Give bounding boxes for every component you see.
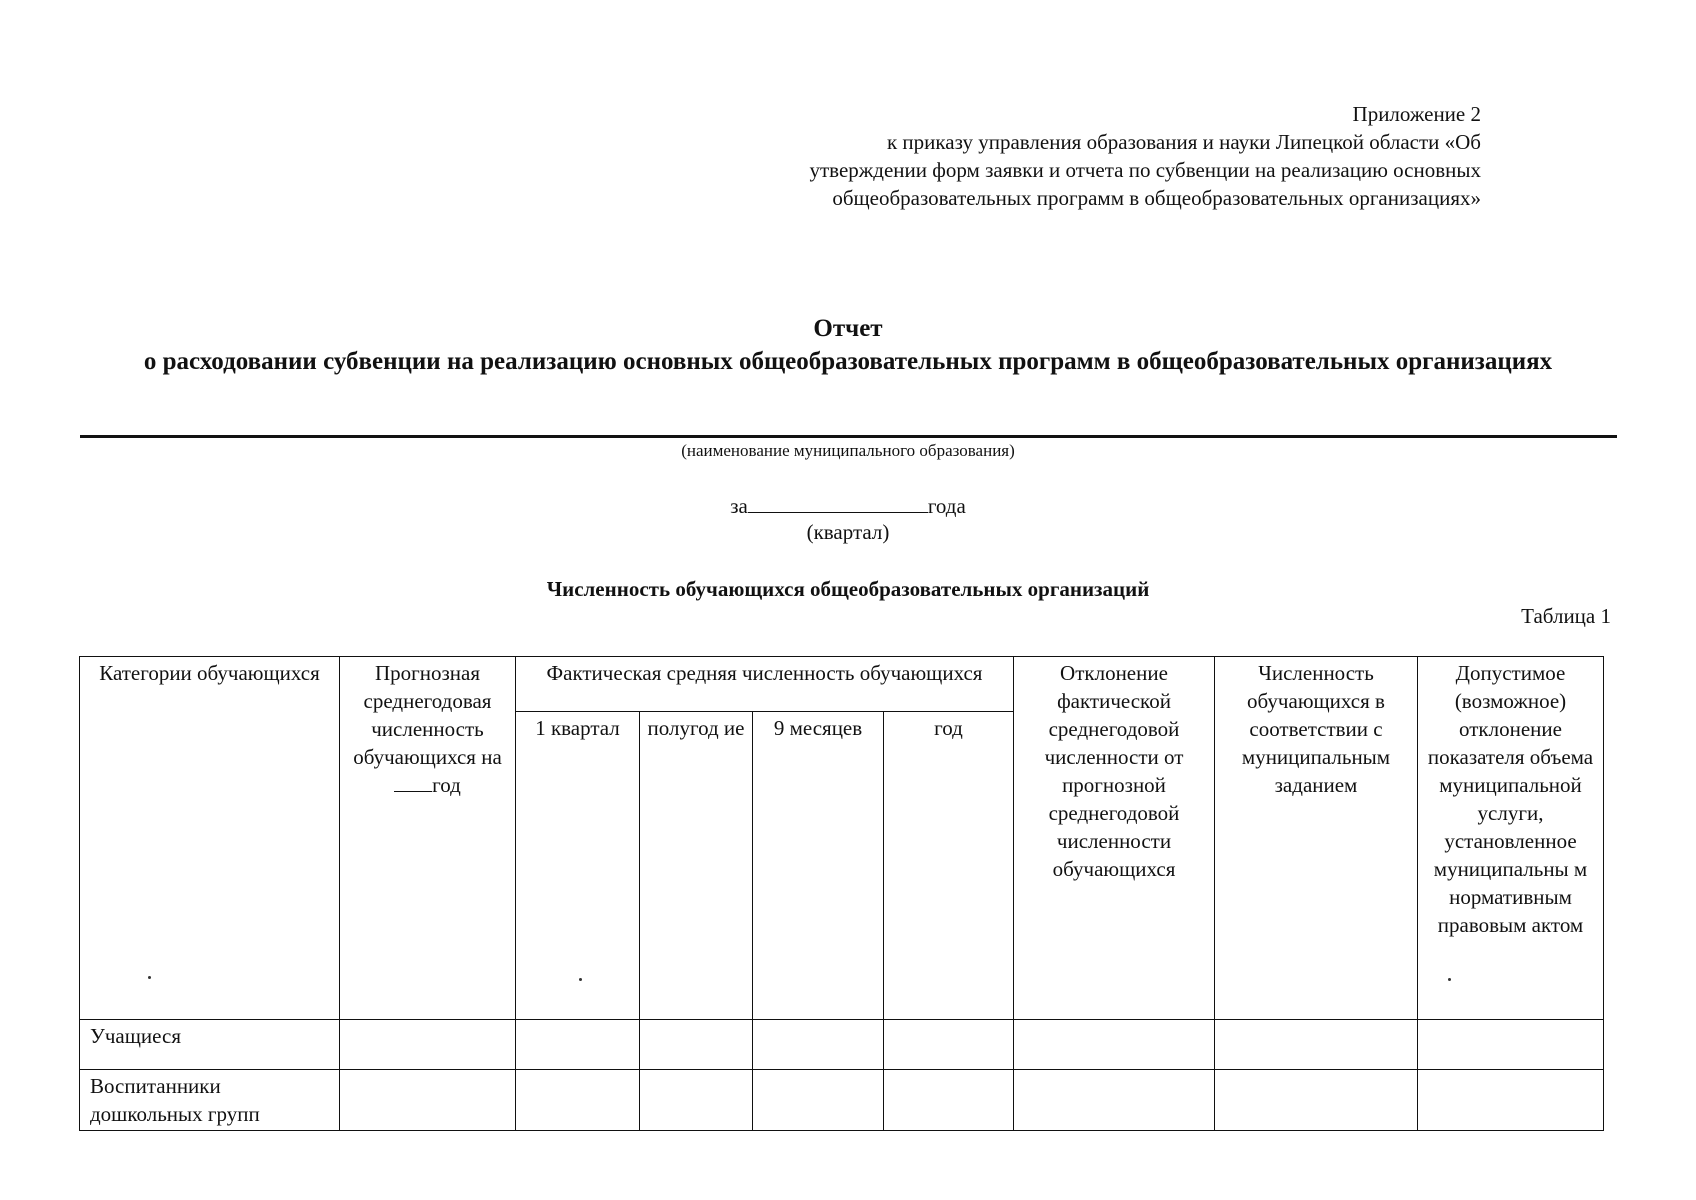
municipality-underline bbox=[80, 435, 1617, 438]
period-block bbox=[0, 492, 1696, 545]
table-cell[interactable] bbox=[1215, 1070, 1418, 1131]
table-row bbox=[80, 1070, 1604, 1131]
header-row bbox=[80, 657, 1604, 712]
header-forecast bbox=[340, 657, 516, 1020]
appendix-line: утверждении форм заявки и отчета по субвенции на реализацию основных bbox=[809, 158, 1481, 182]
table-cell[interactable] bbox=[516, 1020, 640, 1070]
period-caption: (квартал) bbox=[806, 520, 890, 544]
table-cell[interactable] bbox=[516, 1070, 640, 1131]
header-year: год bbox=[884, 712, 1014, 1020]
row-label: Учащиеся bbox=[80, 1020, 340, 1070]
row-label: Воспитанники дошкольных групп bbox=[80, 1070, 340, 1131]
table-cell[interactable] bbox=[884, 1070, 1014, 1131]
appendix-line: общеобразовательных программ в общеобразовательных организациях» bbox=[832, 186, 1481, 210]
header-allowed-deviation: Допустимое (возможное) отклонение показателя объема муниципальной услуги, установленное муниципальны м нормативным правовым актом bbox=[1418, 657, 1604, 1020]
header-half: полугод ие bbox=[640, 712, 753, 1020]
table-label: Таблица 1 bbox=[1521, 604, 1611, 628]
table-cell[interactable] bbox=[1014, 1070, 1215, 1131]
table-cell[interactable] bbox=[1215, 1020, 1418, 1070]
header-nine-months: 9 месяцев bbox=[753, 712, 884, 1020]
table-cell[interactable] bbox=[1418, 1070, 1604, 1131]
students-table bbox=[79, 656, 1604, 1131]
appendix-line: к приказу управления образования и науки Липецкой области «Об bbox=[886, 130, 1481, 154]
appendix-note bbox=[681, 100, 1481, 212]
header-forecast-suffix: год bbox=[432, 773, 461, 797]
municipality-caption: (наименование муниципального образования) bbox=[681, 441, 1015, 460]
scan-speck bbox=[579, 978, 582, 981]
table-cell[interactable] bbox=[884, 1020, 1014, 1070]
header-forecast-text: Прогнозная среднегодовая численность обучающихся на bbox=[353, 661, 502, 769]
report-subtitle: о расходовании субвенции на реализацию основных общеобразовательных программ в общеобразовательных организациях bbox=[143, 348, 1553, 375]
period-prefix: за bbox=[730, 494, 748, 518]
table-cell[interactable] bbox=[640, 1070, 753, 1131]
forecast-year-blank[interactable] bbox=[394, 773, 432, 792]
table-cell[interactable] bbox=[340, 1070, 516, 1131]
table-cell[interactable] bbox=[753, 1020, 884, 1070]
header-q1: 1 квартал bbox=[516, 712, 640, 1020]
table-cell[interactable] bbox=[753, 1070, 884, 1131]
report-title-block bbox=[0, 312, 1696, 378]
header-by-assignment: Численность обучающихся в соответствии с муниципальным заданием bbox=[1215, 657, 1418, 1020]
table-row bbox=[80, 1020, 1604, 1070]
header-deviation: Отклонение фактической среднегодовой численности от прогнозной среднегодовой численности обучающихся bbox=[1014, 657, 1215, 1020]
table-cell[interactable] bbox=[1418, 1020, 1604, 1070]
period-blank[interactable] bbox=[748, 492, 928, 513]
scan-speck bbox=[148, 976, 151, 979]
period-suffix: года bbox=[927, 494, 966, 518]
section-title: Численность обучающихся общеобразовательных организаций bbox=[546, 577, 1150, 601]
appendix-line: Приложение 2 bbox=[1352, 102, 1481, 126]
table-cell[interactable] bbox=[1014, 1020, 1215, 1070]
header-actual-group: Фактическая средняя численность обучающихся bbox=[516, 657, 1014, 712]
table-cell[interactable] bbox=[640, 1020, 753, 1070]
header-category: Категории обучающихся bbox=[80, 657, 340, 1020]
report-title: Отчет bbox=[813, 315, 883, 342]
scan-speck bbox=[1448, 978, 1451, 981]
table-cell[interactable] bbox=[340, 1020, 516, 1070]
